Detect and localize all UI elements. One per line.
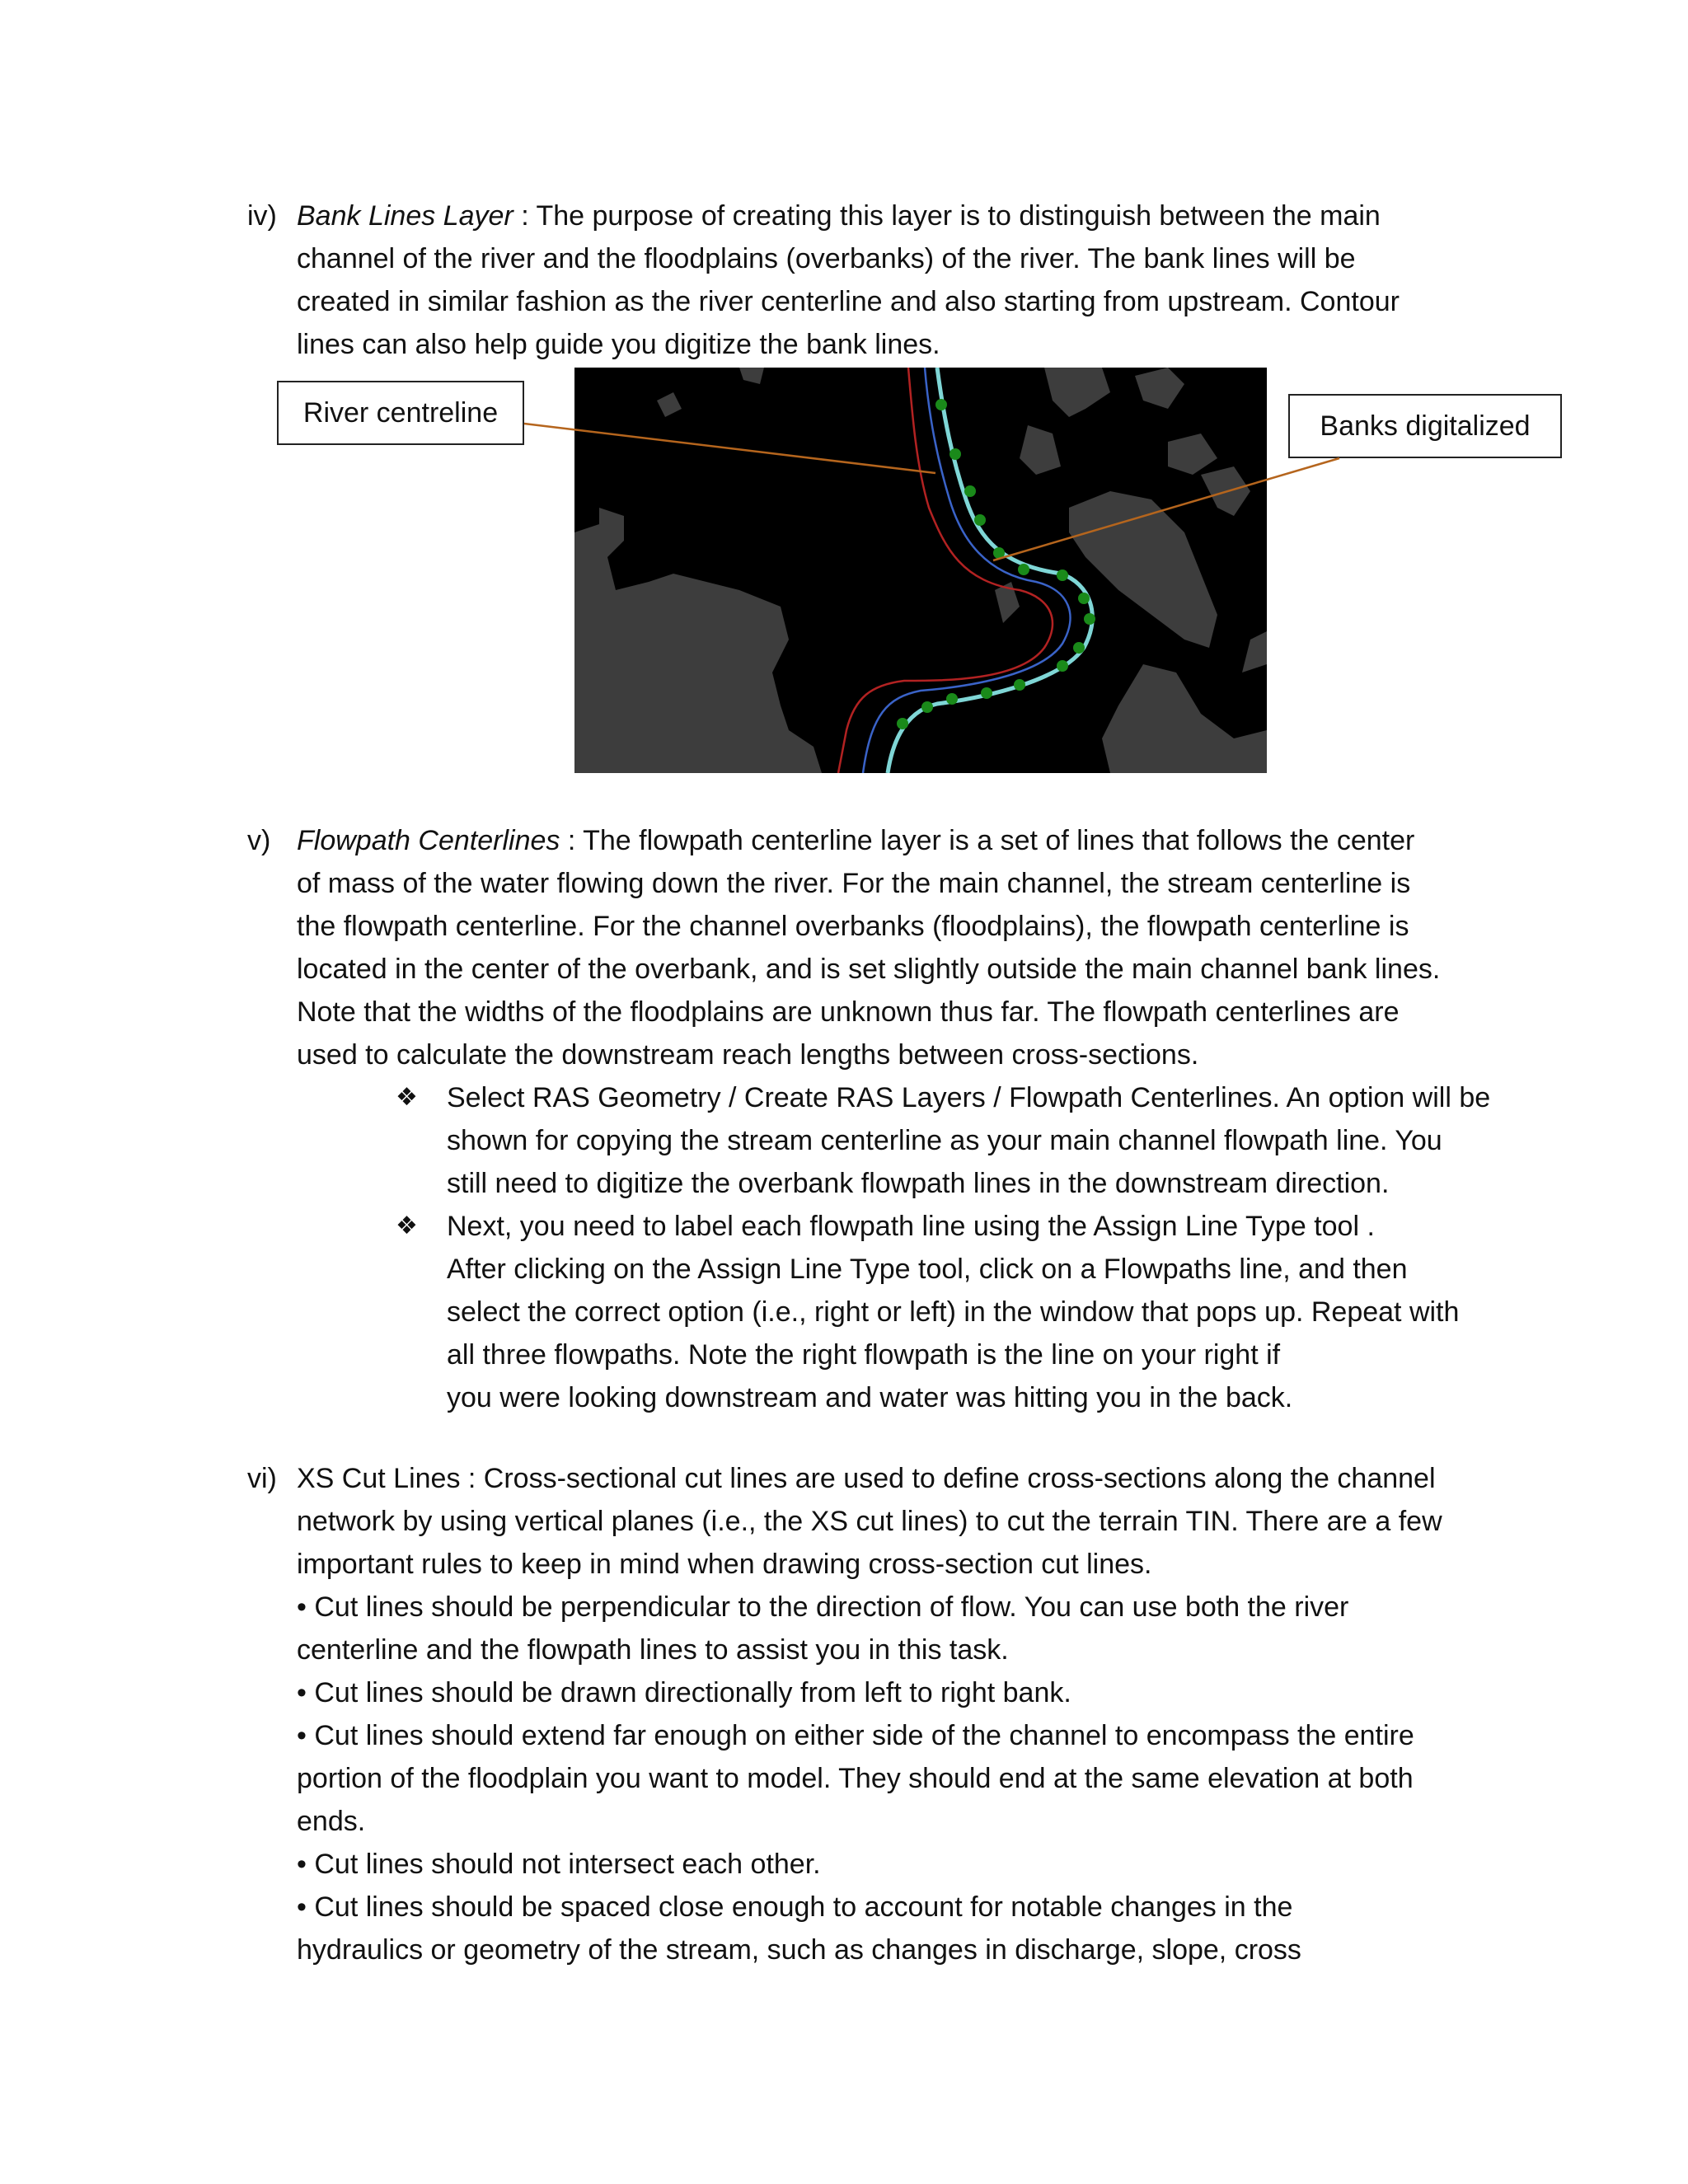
bullet-1-line-3: still need to digitize the overbank flowpath lines in the downstream direction. <box>447 1168 1390 1199</box>
river-centreline-label: River centreline <box>277 381 524 445</box>
bullet-2-line-4: all three flowpaths. Note the right flowpath is the line on your right if <box>447 1339 1281 1371</box>
diamond-bullet-icon: ❖ <box>396 1212 418 1240</box>
section-vi-line-5: centerline and the flowpath lines to assist you in this task. <box>297 1634 1009 1666</box>
section-v-term: Flowpath Centerlines <box>297 825 560 856</box>
section-v-line-1: Flowpath Centerlines : The flowpath centerline layer is a set of lines that follows the center <box>297 825 1415 856</box>
section-vi-line-6: • Cut lines should be drawn directionally from left to right bank. <box>297 1677 1071 1708</box>
section-vi-line-7: • Cut lines should extend far enough on either side of the channel to encompass the entire <box>297 1720 1414 1751</box>
section-v-line-5: Note that the widths of the floodplains are unknown thus far. The flowpath centerlines are <box>297 996 1400 1028</box>
section-vi-line-4: • Cut lines should be perpendicular to the direction of flow. You can use both the river <box>297 1591 1349 1623</box>
section-vi-line-11: • Cut lines should be spaced close enough to account for notable changes in the <box>297 1891 1293 1923</box>
section-iv-term: Bank Lines Layer <box>297 200 513 232</box>
bullet-2-line-2: After clicking on the Assign Line Type tool, click on a Flowpaths line, and then <box>447 1254 1408 1285</box>
section-iv-line-4: lines can also help guide you digitize the bank lines. <box>297 329 940 360</box>
bullet-1-line-1: Select RAS Geometry / Create RAS Layers / Flowpath Centerlines. An option will be <box>447 1082 1491 1113</box>
section-vi <box>247 1457 1500 1971</box>
section-iv-marker: iv) <box>247 200 277 232</box>
section-v-marker: v) <box>247 825 271 856</box>
section-iv-line-1: Bank Lines Layer : The purpose of creating this layer is to distinguish between the main <box>297 200 1381 232</box>
bullet-1-line-2: shown for copying the stream centerline as your main channel flowpath line. You <box>447 1125 1442 1156</box>
section-vi-marker: vi) <box>247 1463 277 1494</box>
section-v-line-2: of mass of the water flowing down the river. For the main channel, the stream centerline is <box>297 868 1411 899</box>
section-vi-line-12: hydraulics or geometry of the stream, such as changes in discharge, slope, cross <box>297 1934 1301 1966</box>
section-v-line-6: used to calculate the downstream reach lengths between cross-sections. <box>297 1039 1199 1071</box>
diamond-bullet-icon: ❖ <box>396 1084 418 1111</box>
section-v <box>247 819 1500 1076</box>
bullet-2-line-5: you were looking downstream and water was hitting you in the back. <box>447 1382 1293 1413</box>
section-v-bullet-2 <box>396 1205 1502 1419</box>
river-bank-lines-figure <box>574 368 1267 773</box>
section-v-bullet-1 <box>396 1076 1502 1205</box>
section-iv-line-3: created in similar fashion as the river centerline and also starting from upstream. Contour <box>297 286 1400 317</box>
section-vi-line-9: ends. <box>297 1806 366 1837</box>
section-vi-line-10: • Cut lines should not intersect each other. <box>297 1849 821 1880</box>
section-vi-line-3: important rules to keep in mind when drawing cross-section cut lines. <box>297 1549 1152 1580</box>
section-vi-line-1: XS Cut Lines : Cross-sectional cut lines are used to define cross-sections along the channel <box>297 1463 1436 1494</box>
section-iv-line-2: channel of the river and the floodplains (overbanks) of the river. The bank lines will be <box>297 243 1356 274</box>
section-v-line-4: located in the center of the overbank, and is set slightly outside the main channel bank lines. <box>297 954 1441 985</box>
section-iv <box>247 194 1500 366</box>
bullet-2-line-1: Next, you need to label each flowpath line using the Assign Line Type tool . <box>447 1211 1375 1242</box>
section-v-line-3: the flowpath centerline. For the channel overbanks (floodplains), the flowpath centerline is <box>297 911 1409 942</box>
bullet-2-line-3: select the correct option (i.e., right or left) in the window that pops up. Repeat with <box>447 1296 1460 1328</box>
section-vi-line-2: network by using vertical planes (i.e., the XS cut lines) to cut the terrain TIN. There are a few <box>297 1506 1442 1537</box>
banks-digitalized-label: Banks digitalized <box>1288 394 1562 458</box>
section-vi-line-8: portion of the floodplain you want to model. They should end at the same elevation at both <box>297 1763 1414 1794</box>
